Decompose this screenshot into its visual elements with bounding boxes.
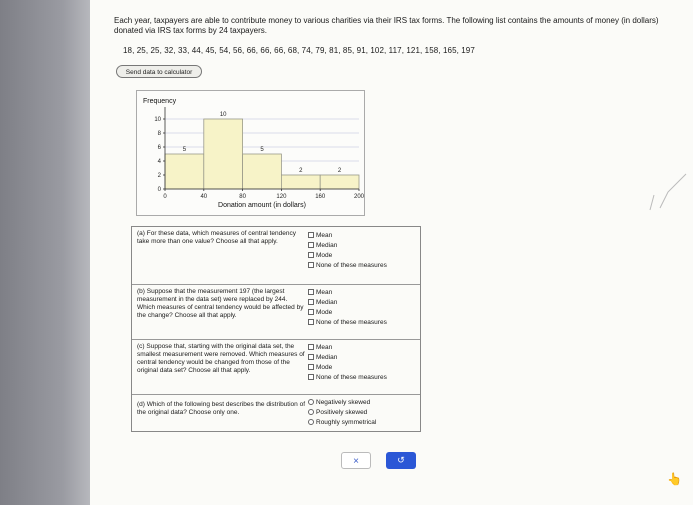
option-label: Mean [316, 343, 333, 351]
x-tick-label: 40 [200, 194, 208, 200]
intro-line-2: donated via IRS tax forms by 24 taxpayers. [114, 26, 267, 35]
q-a-option-mean[interactable] [308, 230, 387, 240]
histogram-bar [243, 154, 282, 189]
q-c-option-mode[interactable] [308, 362, 387, 372]
checkbox-icon[interactable] [308, 289, 314, 295]
left-sidebar [0, 0, 90, 505]
question-a-options [308, 230, 387, 270]
q-b-option-median[interactable] [308, 297, 387, 307]
question-a-row [132, 227, 420, 284]
q-d-option-positive[interactable] [308, 407, 376, 417]
question-c-options [308, 342, 387, 382]
intro-line-1: Each year, taxpayers are able to contribute money to various charities via their IRS tax forms. The following list contains the amounts of money (in dollars) [114, 16, 659, 25]
y-tick-label: 2 [157, 173, 161, 179]
option-label: None of these measures [316, 261, 387, 269]
pencil-mark [640, 170, 690, 215]
histogram-bar [320, 175, 359, 189]
q-c-option-none[interactable] [308, 372, 387, 382]
data-list: 18, 25, 25, 32, 33, 44, 45, 54, 56, 66, 66, 66, 68, 74, 79, 81, 85, 91, 102, 117, 121, 158, 165, 197 [123, 46, 475, 55]
histogram-svg [137, 91, 366, 217]
checkbox-icon[interactable] [308, 309, 314, 315]
checkbox-icon[interactable] [308, 364, 314, 370]
radio-icon[interactable] [308, 409, 314, 415]
option-label: Mean [316, 288, 333, 296]
checkbox-icon[interactable] [308, 252, 314, 258]
question-c-text: (c) Suppose that, starting with the original data set, the smallest measurement were removed. Which measures of central tendency would be changed from those of the original data set? Choose all that apply. [137, 343, 305, 374]
option-label: Median [316, 353, 338, 361]
checkbox-icon[interactable] [308, 344, 314, 350]
q-d-option-symmetric[interactable] [308, 417, 376, 427]
question-table [131, 226, 421, 432]
option-label: Median [316, 298, 338, 306]
y-tick-label: 4 [157, 159, 161, 165]
bar-value-label: 5 [182, 147, 187, 153]
clear-button[interactable]: × [341, 452, 371, 469]
y-tick-label: 10 [154, 117, 161, 123]
histogram [136, 90, 365, 216]
y-tick-label: 8 [157, 131, 161, 137]
q-a-option-none[interactable] [308, 260, 387, 270]
problem-statement [114, 16, 674, 36]
q-a-option-mode[interactable] [308, 250, 387, 260]
x-tick-label: 120 [276, 194, 287, 200]
radio-icon[interactable] [308, 399, 314, 405]
option-label: Mode [316, 308, 333, 316]
q-b-option-none[interactable] [308, 317, 387, 327]
checkbox-icon[interactable] [308, 242, 314, 248]
question-a-text: (a) For these data, which measures of central tendency take more than one value? Choose all that apply. [137, 230, 296, 245]
question-d-options [308, 397, 376, 427]
bar-value-label: 2 [337, 168, 342, 174]
option-label: Mode [316, 363, 333, 371]
checkbox-icon[interactable] [308, 319, 314, 325]
histogram-bar [204, 119, 243, 189]
option-label: None of these measures [316, 373, 387, 381]
option-label: Median [316, 241, 338, 249]
option-label: Negatively skewed [316, 398, 371, 406]
checkbox-icon[interactable] [308, 299, 314, 305]
question-b-text: (b) Suppose that the measurement 197 (the largest measurement in the data set) were replaced by 244. Which measures of central tendency would be affected by the change? Choose all that apply. [137, 288, 304, 319]
checkbox-icon[interactable] [308, 262, 314, 268]
question-b-options [308, 287, 387, 327]
y-tick-label: 6 [157, 145, 161, 151]
x-tick-label: 0 [163, 194, 167, 200]
q-b-option-mean[interactable] [308, 287, 387, 297]
option-label: Positively skewed [316, 408, 368, 416]
redo-button[interactable]: ↺ [386, 452, 416, 469]
y-axis-title: Frequency [143, 98, 177, 105]
question-d-text: (d) Which of the following best describes the distribution of the original data? Choose only one. [137, 401, 306, 416]
checkbox-icon[interactable] [308, 374, 314, 380]
mouse-cursor-icon: 👆 [667, 472, 682, 486]
y-tick-label: 0 [157, 187, 161, 193]
question-b-row [132, 284, 420, 339]
radio-icon[interactable] [308, 419, 314, 425]
option-label: Mode [316, 251, 333, 259]
checkbox-icon[interactable] [308, 354, 314, 360]
x-axis-title: Donation amount (in dollars) [218, 202, 306, 209]
checkbox-icon[interactable] [308, 232, 314, 238]
q-d-option-negative[interactable] [308, 397, 376, 407]
bar-value-label: 2 [299, 168, 303, 174]
option-label: None of these measures [316, 318, 387, 326]
histogram-bar [165, 154, 204, 189]
x-tick-label: 200 [353, 194, 365, 200]
q-c-option-median[interactable] [308, 352, 387, 362]
bar-value-label: 10 [219, 112, 227, 118]
option-label: Roughly symmetrical [316, 418, 377, 426]
question-d-row [132, 394, 420, 433]
question-c-row [132, 339, 420, 394]
q-b-option-mode[interactable] [308, 307, 387, 317]
bar-value-label: 5 [260, 147, 264, 153]
q-c-option-mean[interactable] [308, 342, 387, 352]
histogram-bar [281, 175, 320, 189]
x-tick-label: 80 [239, 194, 246, 200]
q-a-option-median[interactable] [308, 240, 387, 250]
x-tick-label: 160 [315, 194, 326, 200]
send-data-button[interactable]: Send data to calculator [116, 65, 202, 78]
option-label: Mean [316, 231, 333, 239]
